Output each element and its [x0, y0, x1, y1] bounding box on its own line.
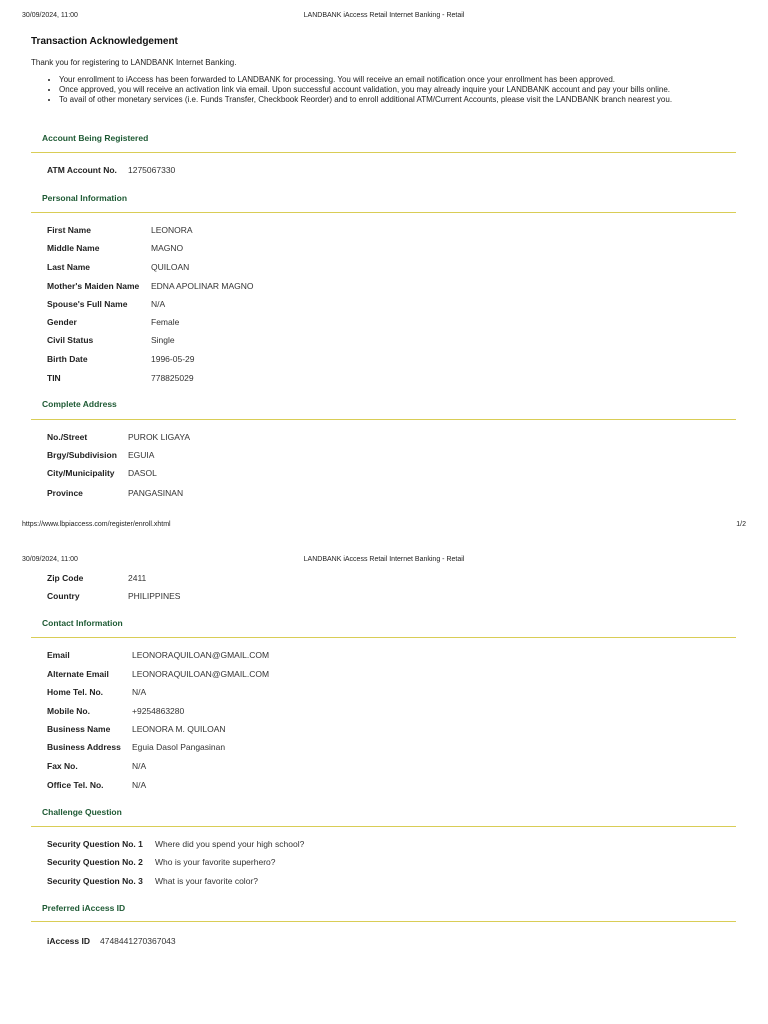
field-label: ATM Account No. [47, 165, 117, 175]
field-row-country [47, 590, 180, 602]
field-row-last-name [47, 261, 189, 273]
field-row-alternate-email [47, 668, 269, 680]
field-label: Country [47, 591, 80, 601]
field-label: Mother's Maiden Name [47, 281, 140, 291]
field-row-email [47, 649, 269, 661]
field-row-first-name [47, 224, 193, 236]
field-row-tin [47, 372, 194, 384]
field-label: Business Address [47, 742, 121, 752]
field-label: Province [47, 488, 83, 498]
field-label: Brgy/Subdivision [47, 450, 117, 460]
field-label: Birth Date [47, 354, 88, 364]
field-value: What is your favorite color? [155, 876, 258, 886]
field-row-security-question-2 [47, 856, 275, 868]
section-divider [31, 419, 736, 420]
section-heading-iaccess: Preferred iAccess ID [42, 903, 126, 913]
field-label: iAccess ID [47, 936, 90, 946]
field-label: Last Name [47, 262, 90, 272]
field-row-province [47, 487, 183, 499]
instructions-list [31, 75, 768, 105]
field-row-security-question-1 [47, 838, 304, 850]
section-heading-account: Account Being Registered [42, 133, 149, 143]
field-value: 1275067330 [128, 165, 176, 175]
print-page-title: LANDBANK iAccess Retail Internet Banking - Retail [303, 556, 465, 563]
field-value: EDNA APOLINAR MAGNO [151, 281, 254, 291]
field-value: LEONORAQUILOAN@GMAIL.COM [132, 669, 270, 679]
field-label: First Name [47, 225, 91, 235]
field-row-mobile [47, 705, 184, 717]
field-value: MAGNO [151, 243, 184, 253]
instruction-item: • To avail of other monetary services (i.e. Funds Transfer, Checkbook Reorder) and to enroll additional ATM/Current Accounts, please visit the LANDBANK branch nearest you. [59, 95, 768, 105]
field-value: 1996-05-29 [151, 354, 195, 364]
field-value: EGUIA [128, 450, 155, 460]
section-divider [31, 152, 736, 153]
field-label: Email [47, 650, 70, 660]
field-value: QUILOAN [151, 262, 190, 272]
print-datetime: 30/09/2024, 11:00 [22, 556, 78, 563]
field-label: Home Tel. No. [47, 687, 104, 697]
field-label: Mobile No. [47, 706, 90, 716]
field-label: Security Question No. 1 [47, 839, 143, 849]
field-row-spouse-name [47, 298, 165, 310]
field-value: N/A [132, 761, 147, 771]
section-heading-personal: Personal Information [42, 193, 128, 203]
field-value: N/A [132, 780, 147, 790]
field-value: Eguia Dasol Pangasinan [132, 742, 226, 752]
field-row-gender [47, 316, 179, 328]
instruction-item: • Once approved, you will receive an activation link via email. Upon successful account validation, you may already inquire your LANDBANK account and pay your bills online. [59, 85, 768, 95]
field-value: 778825029 [151, 373, 194, 383]
field-value: Single [151, 335, 175, 345]
print-page-number: 1/2 [736, 521, 746, 528]
field-value: PUROK LIGAYA [128, 432, 191, 442]
field-row-office-tel [47, 779, 146, 791]
field-row-zip-code [47, 572, 146, 584]
field-label: No./Street [47, 432, 88, 442]
field-row-security-question-3 [47, 875, 258, 887]
field-row-business-address [47, 741, 225, 753]
field-value: LEONORA M. QUILOAN [132, 724, 226, 734]
field-label: Middle Name [47, 243, 100, 253]
section-heading-contact: Contact Information [42, 618, 123, 628]
field-row-barangay [47, 449, 154, 461]
section-divider [31, 212, 736, 213]
field-value: DASOL [128, 468, 157, 478]
section-divider [31, 826, 736, 827]
field-value: 4748441270367043 [100, 936, 176, 946]
field-row-atm-account [47, 164, 175, 176]
field-label: Gender [47, 317, 77, 327]
section-heading-challenge: Challenge Question [42, 807, 122, 817]
section-divider [31, 921, 736, 922]
field-row-home-tel [47, 686, 146, 698]
field-label: Security Question No. 3 [47, 876, 143, 886]
field-row-business-name [47, 723, 226, 735]
section-heading-address: Complete Address [42, 399, 117, 409]
page-title: Transaction Acknowledgement [31, 36, 178, 47]
field-value: N/A [132, 687, 147, 697]
field-value: LEONORAQUILOAN@GMAIL.COM [132, 650, 270, 660]
field-label: Fax No. [47, 761, 78, 771]
field-value: N/A [151, 299, 166, 309]
field-row-civil-status [47, 334, 175, 346]
field-value: LEONORA [151, 225, 193, 235]
field-row-mothers-maiden-name [47, 280, 254, 292]
print-datetime: 30/09/2024, 11:00 [22, 12, 78, 19]
section-divider [31, 637, 736, 638]
print-url: https://www.lbpiaccess.com/register/enroll.xhtml [22, 521, 171, 528]
field-label: TIN [47, 373, 61, 383]
field-label: Alternate Email [47, 669, 109, 679]
field-row-middle-name [47, 242, 183, 254]
field-value: Female [151, 317, 180, 327]
field-row-birth-date [47, 353, 194, 365]
field-label: City/Municipality [47, 468, 115, 478]
field-value: PANGASINAN [128, 488, 184, 498]
field-value: Where did you spend your high school? [155, 839, 305, 849]
instruction-item: • Your enrollment to iAccess has been forwarded to LANDBANK for processing. You will receive an email notification once your enrollment has been approved. [59, 75, 768, 85]
field-row-city [47, 467, 157, 479]
field-value: 2411 [128, 573, 147, 583]
print-page-title: LANDBANK iAccess Retail Internet Banking - Retail [303, 12, 465, 19]
field-label: Business Name [47, 724, 111, 734]
field-label: Security Question No. 2 [47, 857, 143, 867]
field-label: Zip Code [47, 573, 84, 583]
field-value: Who is your favorite superhero? [155, 857, 276, 867]
field-row-fax [47, 760, 146, 772]
field-label: Spouse's Full Name [47, 299, 128, 309]
field-row-street [47, 431, 190, 443]
field-row-iaccess-id [47, 935, 176, 947]
field-label: Office Tel. No. [47, 780, 104, 790]
field-value: +9254863280 [132, 706, 185, 716]
field-label: Civil Status [47, 335, 94, 345]
field-value: PHILIPPINES [128, 591, 181, 601]
thank-you-text: Thank you for registering to LANDBANK Internet Banking. [31, 58, 237, 67]
